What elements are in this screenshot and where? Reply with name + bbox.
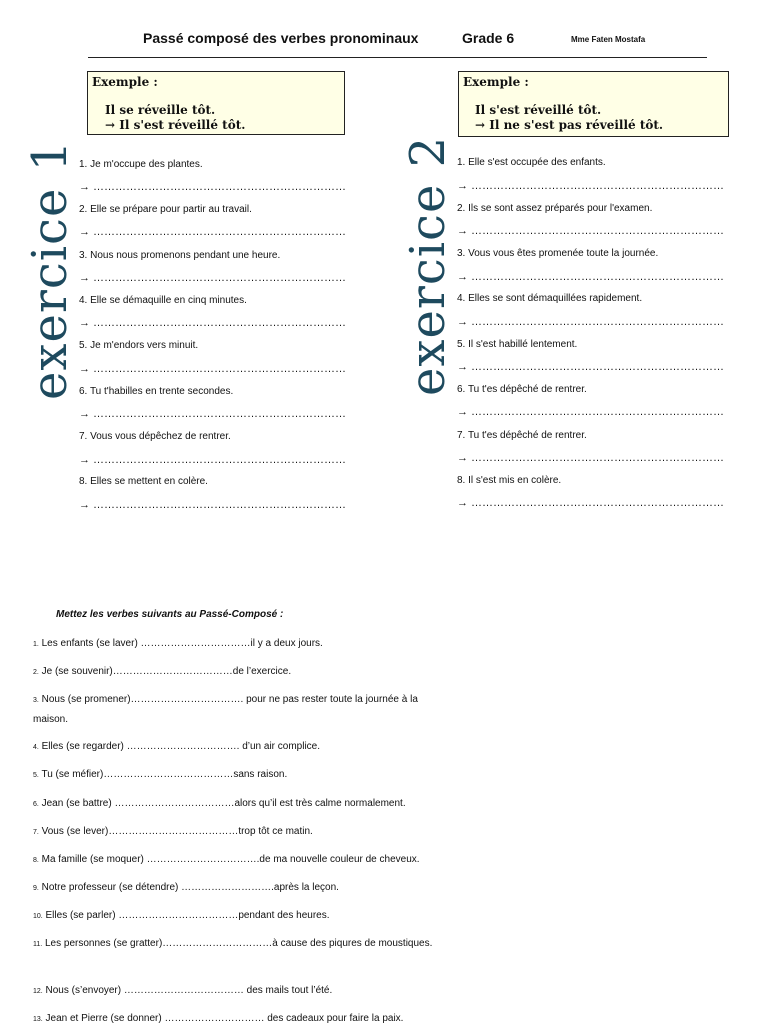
sentence-text: Nous (s’envoyer) ……………………………… des mails tout l’été.: [45, 985, 333, 996]
item-number: 6.: [33, 801, 39, 808]
fill-in-sentence[interactable]: [33, 737, 443, 757]
fill-in-sentence[interactable]: [33, 822, 443, 842]
fill-in-sentence[interactable]: [33, 662, 443, 682]
exercise2-item: 2. Ils se sont assez préparés pour l'examen.: [457, 203, 653, 214]
sentence-text: Jean et Pierre (se donner) ………………………… des cadeaux pour faire la paix.: [45, 1013, 404, 1024]
fill-in-sentence[interactable]: [33, 765, 443, 785]
fill-in-sentence[interactable]: [33, 934, 443, 954]
example-sentence: Il se réveille tôt.: [105, 103, 216, 117]
sentence-text: Les enfants (se laver) ……………………………il y a deux jours.: [41, 638, 323, 649]
exercise2-item: 8. Il s'est mis en colère.: [457, 475, 562, 486]
item-number: 8.: [33, 857, 39, 864]
item-number: 5.: [33, 772, 39, 779]
sentence-text: Elles (se regarder) ……………………………. d’un air complice.: [41, 741, 321, 752]
teacher-name: Mme Faten Mostafa: [571, 35, 646, 44]
answer-line[interactable]: → ……………………………………………………………: [457, 271, 725, 283]
item-number: 1.: [33, 641, 39, 648]
exercise2-title: exercice 2: [400, 135, 456, 396]
answer-line[interactable]: → ……………………………………………………………: [79, 272, 347, 284]
answer-line[interactable]: → ……………………………………………………………: [79, 181, 347, 193]
fill-in-sentence[interactable]: [33, 794, 443, 814]
exercise2-item: 1. Elle s'est occupée des enfants.: [457, 157, 606, 168]
exercise1-item: 6. Tu t'habilles en trente secondes.: [79, 386, 234, 397]
fill-in-sentence[interactable]: [33, 906, 443, 926]
sentence-text: Les personnes (se gratter)……………………………à cause des piqures de moustiques.: [45, 938, 433, 949]
item-number: 4.: [33, 744, 39, 751]
fill-in-sentence[interactable]: [33, 981, 443, 1001]
answer-line[interactable]: → ……………………………………………………………: [79, 499, 347, 511]
sentence-text: Ma famille (se moquer) …………………………….de ma nouvelle couleur de cheveux.: [41, 854, 420, 865]
exercise1-item: 1. Je m'occupe des plantes.: [79, 159, 203, 170]
answer-line[interactable]: → ……………………………………………………………: [79, 226, 347, 238]
item-number: 10.: [33, 913, 43, 920]
example-label: Exemple :: [463, 75, 529, 89]
answer-line[interactable]: → ……………………………………………………………: [457, 361, 725, 373]
sentence-text: Tu (se méfier)…………………………………sans raison.: [41, 769, 288, 780]
example-box-exercise2: [458, 71, 729, 137]
fill-in-sentence[interactable]: [33, 850, 443, 870]
answer-line[interactable]: → ……………………………………………………………: [457, 452, 725, 464]
item-number: 9.: [33, 885, 39, 892]
answer-line[interactable]: → ……………………………………………………………: [457, 180, 725, 192]
item-number: 3.: [33, 697, 39, 704]
fill-in-sentence[interactable]: [33, 634, 443, 654]
answer-line[interactable]: → ……………………………………………………………: [79, 363, 347, 375]
exercise1-item: 2. Elle se prépare pour partir au travail.: [79, 204, 252, 215]
answer-line[interactable]: → ……………………………………………………………: [457, 497, 725, 509]
example-box-exercise1: [87, 71, 345, 135]
answer-line[interactable]: → ……………………………………………………………: [457, 316, 725, 328]
example-answer: → Il s'est réveillé tôt.: [105, 118, 246, 132]
item-number: 2.: [33, 669, 39, 676]
exercise1-item: 3. Nous nous promenons pendant une heure.: [79, 250, 281, 261]
sentence-text: Jean (se battre) ………………………………alors qu’il est très calme normalement.: [41, 798, 406, 809]
exercise1-item: 4. Elle se démaquille en cinq minutes.: [79, 295, 247, 306]
exercise2-item: 4. Elles se sont démaquillées rapidement.: [457, 293, 643, 304]
exercise1-item: 7. Vous vous dépêchez de rentrer.: [79, 431, 231, 442]
sentence-text: Elles (se parler) ………………………………pendant des heures.: [45, 910, 330, 921]
example-label: Exemple :: [92, 75, 158, 89]
fill-in-sentence[interactable]: [33, 690, 443, 729]
answer-line[interactable]: → ……………………………………………………………: [79, 454, 347, 466]
sentence-text: Vous (se lever)…………………………………trop tôt ce matin.: [41, 826, 313, 837]
exercise2-item: 6. Tu t'es dépêché de rentrer.: [457, 384, 587, 395]
answer-line[interactable]: → ……………………………………………………………: [457, 406, 725, 418]
sentence-text: Notre professeur (se détendre) ……………………….après la leçon.: [41, 882, 339, 893]
header-divider: [88, 57, 707, 58]
item-number: 11.: [33, 941, 43, 948]
item-number: 7.: [33, 829, 39, 836]
item-number: 12.: [33, 988, 43, 995]
fill-in-sentence[interactable]: [33, 878, 443, 898]
answer-line[interactable]: → ……………………………………………………………: [457, 225, 725, 237]
example-sentence: Il s'est réveillé tôt.: [475, 103, 602, 117]
worksheet-title: Passé composé des verbes pronominaux: [143, 30, 419, 46]
sentence-text: Nous (se promener)……………………………. pour ne pas rester toute la journée à la maison.: [33, 694, 418, 725]
exercise1-item: 5. Je m'endors vers minuit.: [79, 340, 199, 351]
sentence-text: Je (se souvenir)………………………………de l’exercice.: [41, 666, 292, 677]
example-answer: → Il ne s'est pas réveillé tôt.: [475, 118, 664, 132]
exercise2-item: 3. Vous vous êtes promenée toute la journée.: [457, 248, 659, 259]
answer-line[interactable]: → ……………………………………………………………: [79, 408, 347, 420]
item-number: 13.: [33, 1016, 43, 1023]
exercise1-title: exercice 1: [22, 139, 78, 400]
grade-label: Grade 6: [462, 30, 515, 46]
exercise2-item: 7. Tu t'es dépêché de rentrer.: [457, 430, 587, 441]
section3-instruction: Mettez les verbes suivants au Passé-Composé :: [56, 609, 284, 620]
answer-line[interactable]: → ……………………………………………………………: [79, 317, 347, 329]
exercise2-item: 5. Il s'est habillé lentement.: [457, 339, 578, 350]
fill-in-sentence[interactable]: [33, 1009, 443, 1029]
exercise1-item: 8. Elles se mettent en colère.: [79, 476, 208, 487]
